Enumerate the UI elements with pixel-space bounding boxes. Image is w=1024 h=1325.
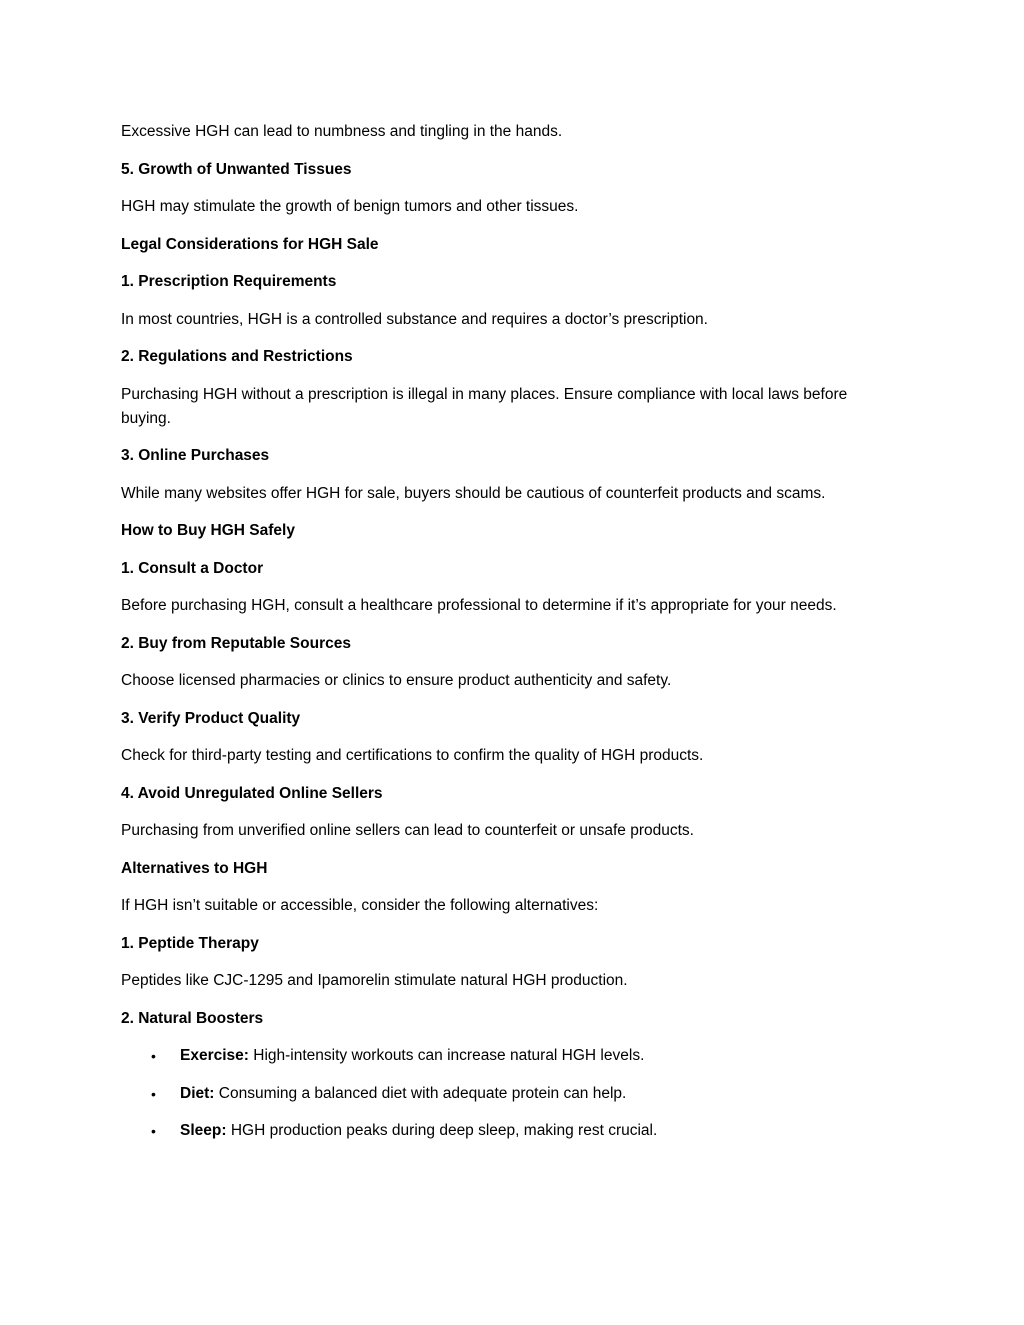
heading-natural-boosters: 2. Natural Boosters [121, 1009, 264, 1027]
paragraph-alternatives: If HGH isn’t suitable or accessible, consider the following alternatives: [121, 897, 599, 914]
list-item-sleep [121, 1119, 891, 1143]
bullet-icon: • [151, 1048, 156, 1064]
heading-how-to-buy: How to Buy HGH Safely [121, 522, 295, 539]
paragraph-unwanted-tissues: HGH may stimulate the growth of benign tumors and other tissues. [121, 198, 579, 215]
list-item-label: Sleep: [180, 1122, 227, 1139]
paragraph-online-purchases: While many websites offer HGH for sale, buyers should be cautious of counterfeit products and scams. [121, 484, 826, 502]
heading-legal-considerations: Legal Considerations for HGH Sale [121, 235, 379, 253]
paragraph-peptide-therapy: Peptides like CJC-1295 and Ipamorelin stimulate natural HGH production. [121, 972, 628, 989]
bullet-icon: • [151, 1085, 156, 1102]
paragraph-regulations: Purchasing HGH without a prescription is illegal in many places. Ensure compliance with local laws before buying. [121, 385, 848, 427]
heading-online-purchases: 3. Online Purchases [121, 447, 270, 464]
heading-consult-doctor: 1. Consult a Doctor [121, 559, 264, 577]
heading-avoid-sellers: 4. Avoid Unregulated Online Sellers [121, 784, 383, 802]
paragraph-numbness: Excessive HGH can lead to numbness and tingling in the hands. [121, 123, 563, 140]
heading-reputable-sources: 2. Buy from Reputable Sources [121, 634, 351, 652]
heading-verify-quality: 3. Verify Product Quality [121, 709, 301, 727]
paragraph-consult-doctor: Before purchasing HGH, consult a healthcare professional to determine if it’s appropriate for your needs. [121, 597, 837, 614]
bullet-icon: • [151, 1123, 156, 1139]
document-page [121, 120, 891, 1157]
paragraph-prescription-requirements: In most countries, HGH is a controlled substance and requires a doctor’s prescription. [121, 310, 708, 328]
list-item-text: Consuming a balanced diet with adequate protein can help. [214, 1084, 627, 1102]
heading-alternatives: Alternatives to HGH [121, 859, 268, 877]
list-item-label: Diet: [180, 1084, 215, 1102]
paragraph-verify-quality: Check for third-party testing and certifications to confirm the quality of HGH products. [121, 747, 704, 764]
list-item-exercise [121, 1044, 891, 1068]
natural-boosters-list [121, 1044, 891, 1143]
list-item-text: HGH production peaks during deep sleep, making rest crucial. [226, 1122, 658, 1139]
list-item-text: High-intensity workouts can increase natural HGH levels. [248, 1047, 645, 1064]
list-item-label: Exercise: [180, 1047, 249, 1064]
heading-unwanted-tissues: 5. Growth of Unwanted Tissues [121, 160, 352, 178]
heading-regulations: 2. Regulations and Restrictions [121, 348, 353, 365]
paragraph-avoid-sellers: Purchasing from unverified online sellers can lead to counterfeit or unsafe products. [121, 822, 694, 839]
heading-peptide-therapy: 1. Peptide Therapy [121, 934, 259, 952]
paragraph-reputable-sources: Choose licensed pharmacies or clinics to ensure product authenticity and safety. [121, 672, 672, 689]
list-item-diet [121, 1082, 891, 1106]
heading-prescription-requirements: 1. Prescription Requirements [121, 273, 337, 290]
